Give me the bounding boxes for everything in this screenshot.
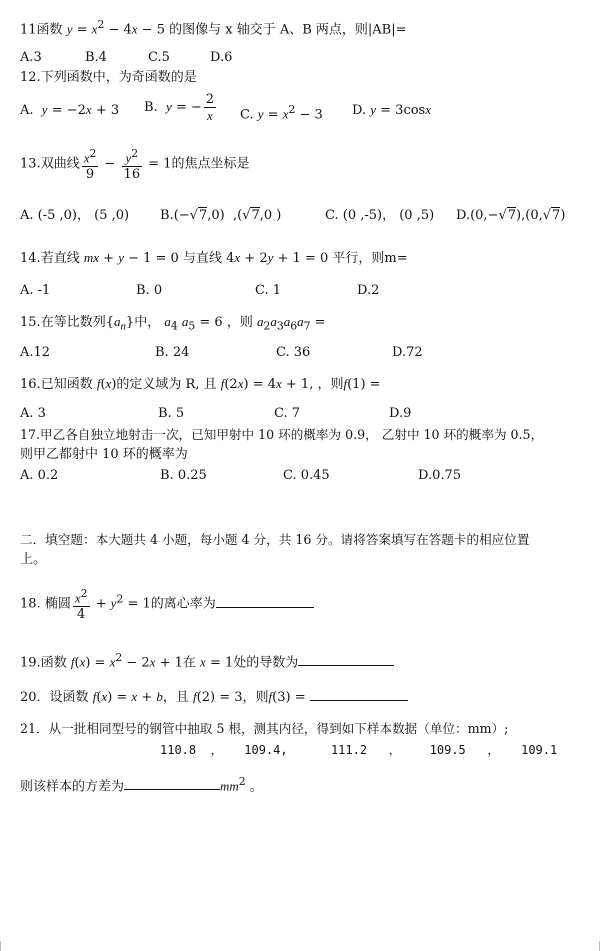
q16-option-d: D.9 — [389, 406, 412, 421]
q15-option-b: B. 24 — [155, 345, 190, 360]
q17-option-b: B. 0.25 — [160, 468, 207, 483]
q16-option-a: A. 3 — [20, 406, 46, 421]
q17-option-a: A. 0.2 — [20, 468, 59, 483]
question-13: 13.双曲线 $\frac{x^2}{9}$ − $\frac{y^2}{16}$ = 1的焦点坐标是 — [20, 147, 250, 183]
question-14: 14.若直线 mx + y − 1 = 0 与直线 4x + 2y + 1 = 0 平行，则m= — [20, 250, 408, 266]
q16-option-b: B. 5 — [158, 406, 185, 421]
q18-answer-blank[interactable] — [216, 594, 314, 608]
q13-option-a: A. (-5 ,0)， (5 ,0) — [20, 208, 130, 223]
question-20: 20．设函数 f(x) = x + b，且 f(2) = 3，则f(3) = — [20, 687, 408, 707]
q11-option-b: B.4 — [85, 50, 107, 65]
question-17-line-2: 则甲乙都射中 10 环的概率为 — [20, 447, 188, 462]
q12-option-b: B. y = − $\frac{2}{x}$ — [144, 92, 215, 123]
q12-option-c: C. $y = x^2 - 3$ — [240, 103, 323, 123]
q14-option-d: D.2 — [357, 283, 380, 298]
question-11: 11函数 $y = x^2 - 4x - 5$ 的图像与 x 轴交于 A、B 两点，则|AB|= — [20, 18, 407, 38]
q17-option-c: C. 0.45 — [283, 468, 330, 483]
q11-option-c: C.5 — [148, 50, 170, 65]
q15-option-d: D.72 — [392, 345, 423, 360]
question-21-line-3: 则该样本的方差为 $mm^2$ 。 — [20, 775, 263, 795]
q17-option-d: D.0.75 — [418, 468, 462, 483]
question-21-line-1: 21．从一批相同型号的钢管中抽取 5 根，测其内径，得到如下样本数据（单位：mm）; — [20, 721, 509, 736]
question-19: 19.函数 $f(x) = x^2 - 2x + 1$在 x = 1处的导数为 — [20, 649, 394, 672]
q13-option-d: D.(0,−√7),(0,√7) — [456, 208, 566, 223]
question-16: 16.已知函数 f(x)的定义域为 R, 且 f(2x) = 4x + 1, ，则f(1) = — [20, 376, 381, 392]
q11-option-d: D.6 — [210, 50, 233, 65]
q14-option-b: B. 0 — [136, 283, 163, 298]
q14-option-c: C. 1 — [255, 283, 282, 298]
question-18: 18. 椭圆 $\frac{x^2}{4}$ + $y^2 = 1$的离心率为 — [20, 586, 314, 622]
q20-answer-blank[interactable] — [310, 687, 408, 701]
section-2-heading-cont: 上。 — [20, 552, 47, 567]
corner-mark-bottom-right — [589, 941, 600, 951]
q16-option-c: C. 7 — [274, 406, 301, 421]
q15-option-a: A.12 — [20, 345, 51, 360]
question-21-values: 110.8 ， 109.4, 111.2 ， 109.5 ， 109.1 — [160, 743, 558, 757]
q13-option-c: C. (0 ,-5)， (0 ,5) — [325, 208, 435, 223]
question-17-line-1: 17.甲乙各自独立地射击一次，已知甲射中 10 环的概率为 0.9， 乙射中 10 环的概率为 0.5， — [20, 427, 544, 442]
q14-option-a: A. -1 — [20, 283, 51, 298]
q12-option-a: A. y = −2x + 3 — [20, 102, 120, 118]
q11-option-a: A.3 — [20, 50, 42, 65]
question-15: 15.在等比数列$\{a_n\}$中， $a_4$ $a_5 = 6$ ，则 $a_2a_3a_6a_7$ = — [20, 314, 326, 333]
question-12: 12.下列函数中，为奇函数的是 — [20, 70, 197, 85]
q15-option-c: C. 36 — [276, 345, 311, 360]
q12-option-d: D. y = 3cosx — [352, 102, 432, 118]
corner-mark-bottom-left — [0, 941, 11, 951]
q13-option-b: B.(−√7,0) ,(√7,0 ) — [160, 208, 282, 223]
q21-answer-blank[interactable] — [124, 776, 220, 790]
section-2-heading: 二．填空题：本大题共 4 小题，每小题 4 分，共 16 分。请将答案填写在答题卡的相应位置 — [20, 532, 530, 547]
q19-answer-blank[interactable] — [298, 652, 394, 666]
